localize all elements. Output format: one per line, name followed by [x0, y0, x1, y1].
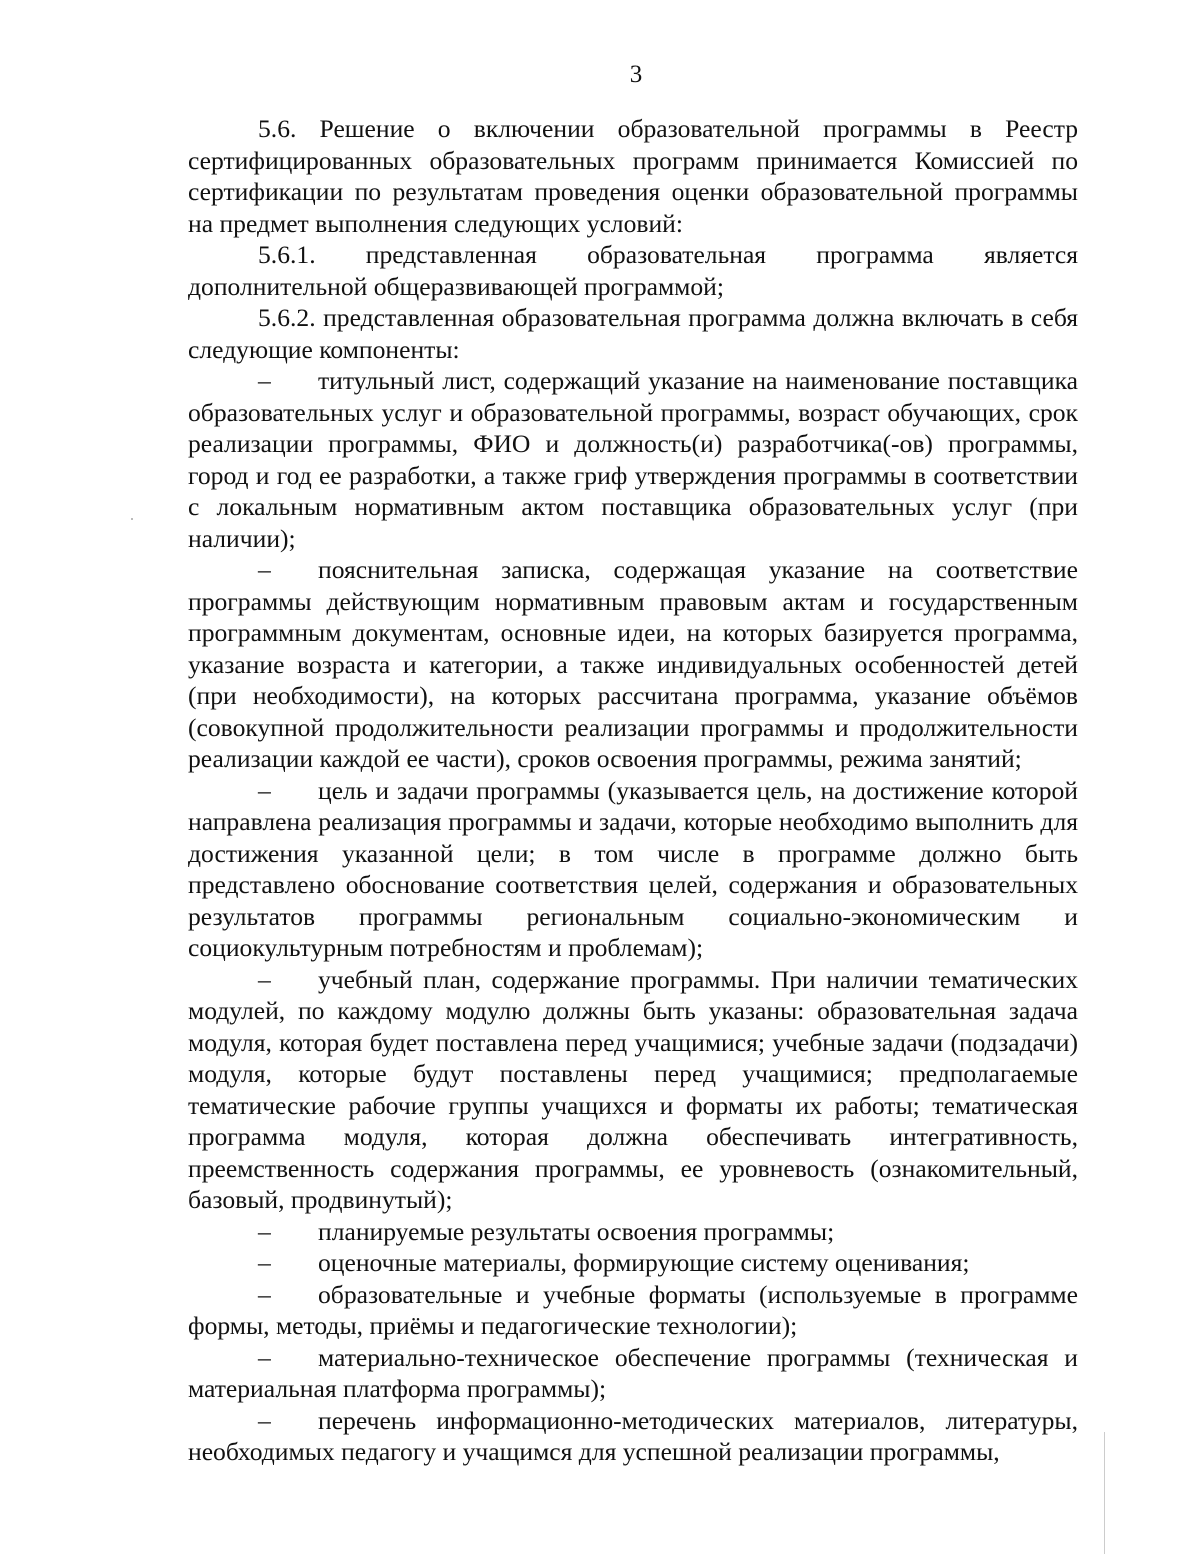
- list-item-title-page: [188, 365, 1078, 554]
- list-item-text: титульный лист, содержащий указание на наименование поставщика образовательных услуг и образовательной программы, возраст обучающих, срок реализации программы, ФИО и должность(и) разработчика(-ов) программы, город и год ее разработки, а также гриф утверждения программы в соответствии с локальным нормативным актом поставщика образовательных услуг (при наличии);: [188, 366, 1078, 553]
- dash-marker: –: [258, 555, 271, 584]
- list-item-text: перечень информационно-методических материалов, литературы, необходимых педагогу и учащимся для успешной реализации программы,: [188, 1405, 1078, 1466]
- dash-marker: –: [258, 1248, 271, 1277]
- list-item-formats: [188, 1279, 1078, 1342]
- paragraph-5-6-1: 5.6.1. представленная образовательная программа является дополнительной общеразвивающей программой;: [188, 240, 1078, 301]
- list-item-goals: [188, 775, 1078, 964]
- list-item-text: оценочные материалы, формирующие систему оценивания;: [318, 1248, 970, 1277]
- list-item-assessment: [188, 1247, 1078, 1279]
- paragraph-5-6-2: 5.6.2. представленная образовательная программа должна включать в себя следующие компоненты:: [188, 303, 1078, 364]
- dash-marker: –: [258, 1279, 271, 1309]
- scan-edge-line: [1104, 1432, 1105, 1554]
- list-item-curriculum: [188, 964, 1078, 1216]
- document-body: [188, 113, 1078, 1468]
- dash-marker: –: [258, 1342, 271, 1372]
- dash-marker: –: [258, 964, 271, 994]
- dash-marker: –: [258, 775, 271, 805]
- dash-marker: –: [258, 366, 271, 395]
- list-item-text: материально-техническое обеспечение программы (техническая и материальная платформа программы);: [188, 1342, 1078, 1403]
- list-item-explanatory-note: [188, 554, 1078, 775]
- list-item-materials: [188, 1405, 1078, 1468]
- list-item-text: планируемые результаты освоения программы;: [318, 1216, 835, 1246]
- list-item-text: цель и задачи программы (указывается цель, на достижение которой направлена реализация программы и задачи, которые необходимо выполнить для достижения указанной цели; в том числе в программе должно быть представлено обоснование соответствия целей, содержания и образовательных результатов программы региональным социально-экономическим и социокультурным потребностям и проблемам);: [188, 775, 1078, 962]
- list-item-text: образовательные и учебные форматы (используемые в программе формы, методы, приёмы и педагогические технологии);: [188, 1279, 1078, 1340]
- paragraph-5-6: 5.6. Решение о включении образовательной программы в Реестр сертифицированных образовательных программ принимается Комиссией по сертификации по результатам проведения оценки образовательной программы на предмет выполнения следующих условий:: [188, 114, 1078, 238]
- list-item-text: учебный план, содержание программы. При наличии тематических модулей, по каждому модулю должны быть указаны: образовательная задача модуля, которая будет поставлена перед учащимися; учебные задачи (подзадачи) модуля, которые будут поставлены перед учащимися; предполагаемые тематические рабочие группы учащихся и форматы их работы; тематическая программа модуля, которая должна обеспечивать интегративность, преемственность содержания программы, ее уровневость (ознакомительный, базовый, продвинутый);: [188, 964, 1078, 1214]
- list-item-results: [188, 1216, 1078, 1248]
- list-item-text: пояснительная записка, содержащая указание на соответствие программы действующим нормативным правовым актам и государственным программным документам, основные идеи, на которых базируется программа, указание возраста и категории, а также индивидуальных особенностей детей (при необходимости), на которых рассчитана программа, указание объёмов (совокупной продолжительности реализации программы и продолжительности реализации каждой ее части), сроков освоения программы, режима занятий;: [188, 555, 1078, 773]
- page-number: 3: [629, 61, 643, 88]
- list-item-equipment: [188, 1342, 1078, 1405]
- scan-speck: [131, 518, 133, 520]
- dash-marker: –: [258, 1216, 271, 1246]
- dash-marker: –: [258, 1405, 271, 1435]
